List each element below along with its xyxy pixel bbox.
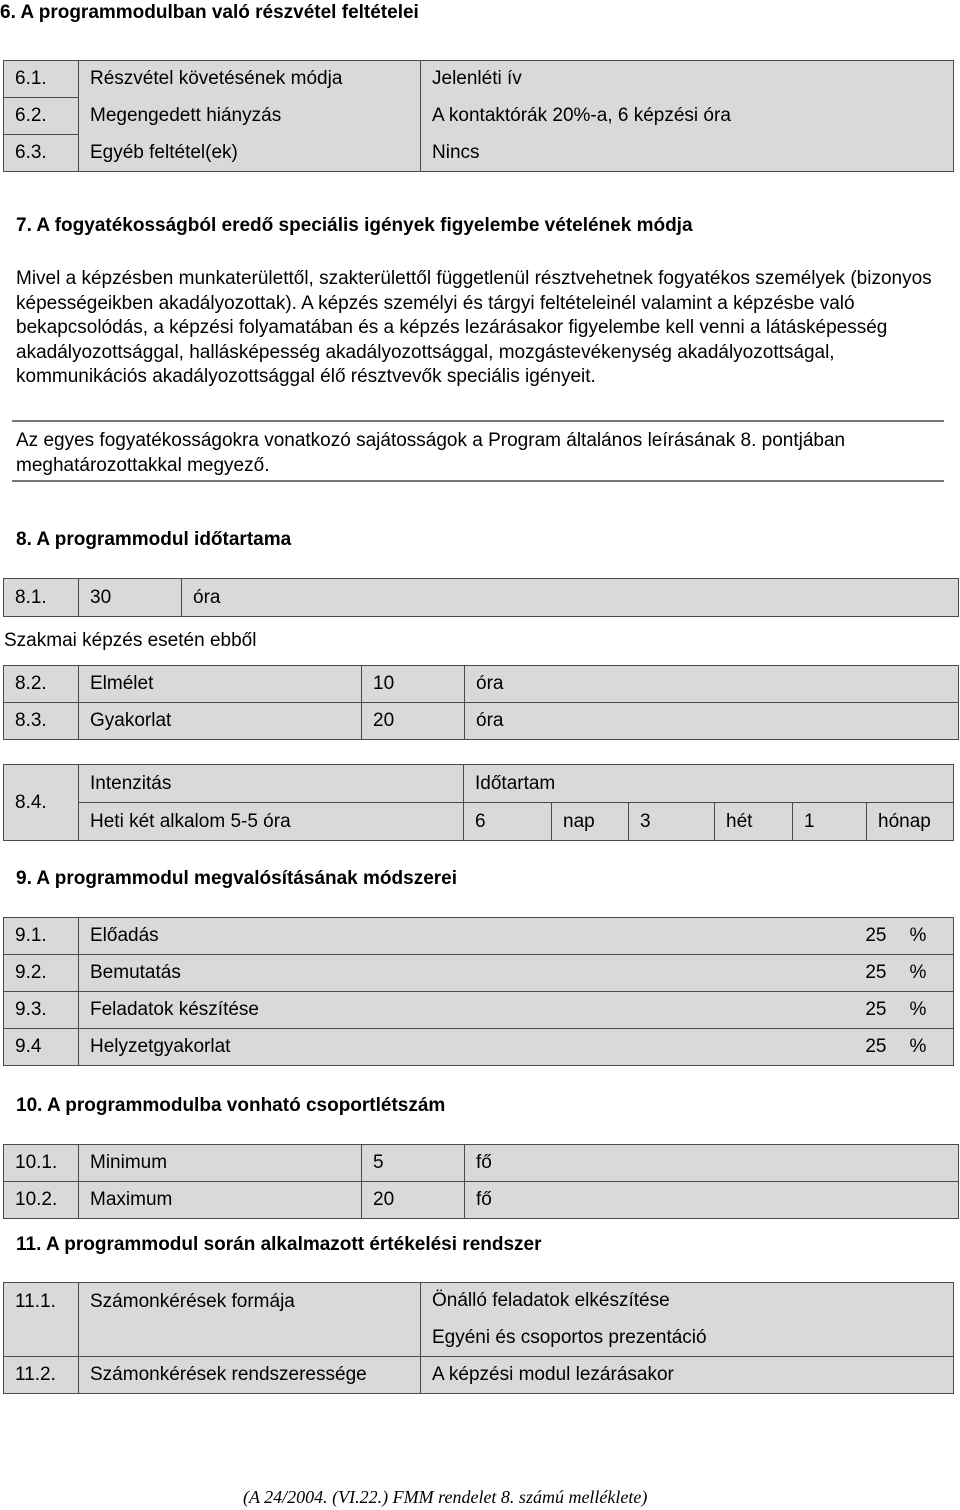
table-row — [4, 579, 959, 617]
section-7-title: 7. A fogyatékosságból eredő speciális igények figyelembe vételének módja — [16, 215, 693, 236]
divider — [12, 420, 944, 422]
table-row — [4, 918, 954, 955]
table-row — [4, 765, 954, 803]
row-value: Jelenléti ív — [421, 61, 954, 98]
row-label: Bemutatás — [79, 955, 759, 992]
row-number: 9.1. — [4, 918, 79, 955]
row-unit: óra — [465, 703, 959, 740]
row-label: Helyzetgyakorlat — [79, 1029, 759, 1066]
table-row — [4, 135, 954, 172]
percent-sign: % — [899, 992, 954, 1029]
row-label: Gyakorlat — [79, 703, 362, 740]
row-label: Maximum — [79, 1182, 362, 1219]
row-number: 11.2. — [4, 1357, 79, 1394]
days-unit: nap — [552, 803, 629, 841]
row-value: 20 — [362, 1182, 465, 1219]
row-value: A kontaktórák 20%-a, 6 képzési óra — [421, 98, 954, 135]
row-unit: fő — [465, 1145, 959, 1182]
intensity-header: Intenzitás — [79, 765, 464, 803]
section-10-title: 10. A programmodulba vonható csoportlétszám — [16, 1095, 446, 1116]
table-row — [4, 803, 954, 841]
table-row — [4, 1029, 954, 1066]
duration-total-table — [3, 578, 959, 617]
row-value: 5 — [362, 1145, 465, 1182]
percent-sign: % — [899, 955, 954, 992]
section-11-title: 11. A programmodul során alkalmazott értékelési rendszer — [16, 1234, 542, 1255]
row-label: Előadás — [79, 918, 759, 955]
table-row — [4, 992, 954, 1029]
row-number: 10.1. — [4, 1145, 79, 1182]
table-row — [4, 98, 954, 135]
section-6-title: 6. A programmodulban való részvétel feltételei — [0, 2, 419, 23]
row-percent: 25 — [759, 918, 899, 955]
row-value: Önálló feladatok elkészítése — [421, 1283, 954, 1320]
professional-training-label: Szakmai képzés esetén ebből — [4, 630, 257, 651]
days-value: 6 — [464, 803, 552, 841]
participation-table — [3, 60, 954, 172]
row-label: Elmélet — [79, 666, 362, 703]
weeks-value: 3 — [629, 803, 715, 841]
weeks-unit: hét — [715, 803, 793, 841]
methods-table — [3, 917, 954, 1066]
row-number: 6.1. — [4, 61, 79, 98]
row-label: Feladatok készítése — [79, 992, 759, 1029]
duration-breakdown-table — [3, 665, 959, 740]
intensity-value: Heti két alkalom 5-5 óra — [79, 803, 464, 841]
row-value: Egyéni és csoportos prezentáció — [421, 1320, 954, 1357]
table-row — [4, 666, 959, 703]
row-hours: 20 — [362, 703, 465, 740]
section-8-title: 8. A programmodul időtartama — [16, 529, 292, 550]
row-number: 10.2. — [4, 1182, 79, 1219]
row-number: 9.4 — [4, 1029, 79, 1066]
row-percent: 25 — [759, 955, 899, 992]
row-number: 9.3. — [4, 992, 79, 1029]
divider — [12, 480, 944, 482]
months-value: 1 — [793, 803, 867, 841]
row-number: 8.1. — [4, 579, 79, 617]
total-hours: 30 — [79, 579, 182, 617]
table-row — [4, 955, 954, 992]
row-number: 8.3. — [4, 703, 79, 740]
row-number: 8.2. — [4, 666, 79, 703]
row-label: Számonkérések formája — [79, 1283, 421, 1357]
months-unit: hónap — [867, 803, 954, 841]
row-number: 9.2. — [4, 955, 79, 992]
percent-sign: % — [899, 1029, 954, 1066]
row-label: Egyéb feltétel(ek) — [79, 135, 421, 172]
section-9-title: 9. A programmodul megvalósításának módszerei — [16, 868, 458, 889]
row-value: A képzési modul lezárásakor — [421, 1357, 954, 1394]
table-row — [4, 703, 959, 740]
row-hours: 10 — [362, 666, 465, 703]
table-row — [4, 61, 954, 98]
row-unit: fő — [465, 1182, 959, 1219]
row-label: Részvétel követésének módja — [79, 61, 421, 98]
row-unit: óra — [465, 666, 959, 703]
table-row — [4, 1182, 959, 1219]
row-value: Nincs — [421, 135, 954, 172]
row-number: 6.2. — [4, 98, 79, 135]
group-size-table — [3, 1144, 959, 1219]
row-number: 6.3. — [4, 135, 79, 172]
accessibility-note: Az egyes fogyatékosságokra vonatkozó sajátosságok a Program általános leírásának 8. pontjában meghatározottakkal megyező. — [16, 430, 846, 476]
table-row — [4, 1145, 959, 1182]
row-label: Számonkérések rendszeressége — [79, 1357, 421, 1394]
row-percent: 25 — [759, 992, 899, 1029]
row-percent: 25 — [759, 1029, 899, 1066]
percent-sign: % — [899, 918, 954, 955]
table-row — [4, 1283, 954, 1320]
duration-header: Időtartam — [464, 765, 954, 803]
table-row — [4, 1357, 954, 1394]
row-label: Megengedett hiányzás — [79, 98, 421, 135]
evaluation-table — [3, 1282, 954, 1394]
accessibility-paragraph: Mivel a képzésben munkaterülettől, szakterülettől függetlenül résztvehetnek fogyatékos személyek (bizonyos képességeikben akadályozottak). A képzés személyi és tárgyi feltételeinél valamint a képzésbe való bekapcsolódás, a képzési folyamatában és a képzés lezárásakor figyelembe kell venni a látásképesség akadályozottsággal, hallásképesség akadályozottsággal, mozgástevékenység akadályozottságal, kommunikációs akadályozottsággal élő résztvevők speciális igényeit. — [16, 268, 932, 387]
row-label: Minimum — [79, 1145, 362, 1182]
total-unit: óra — [182, 579, 959, 617]
row-number: 11.1. — [4, 1283, 79, 1357]
footer-note: (A 24/2004. (VI.22.) FMM rendelet 8. számú melléklete) — [243, 1487, 648, 1507]
row-number: 8.4. — [4, 765, 79, 841]
intensity-table — [3, 764, 954, 841]
